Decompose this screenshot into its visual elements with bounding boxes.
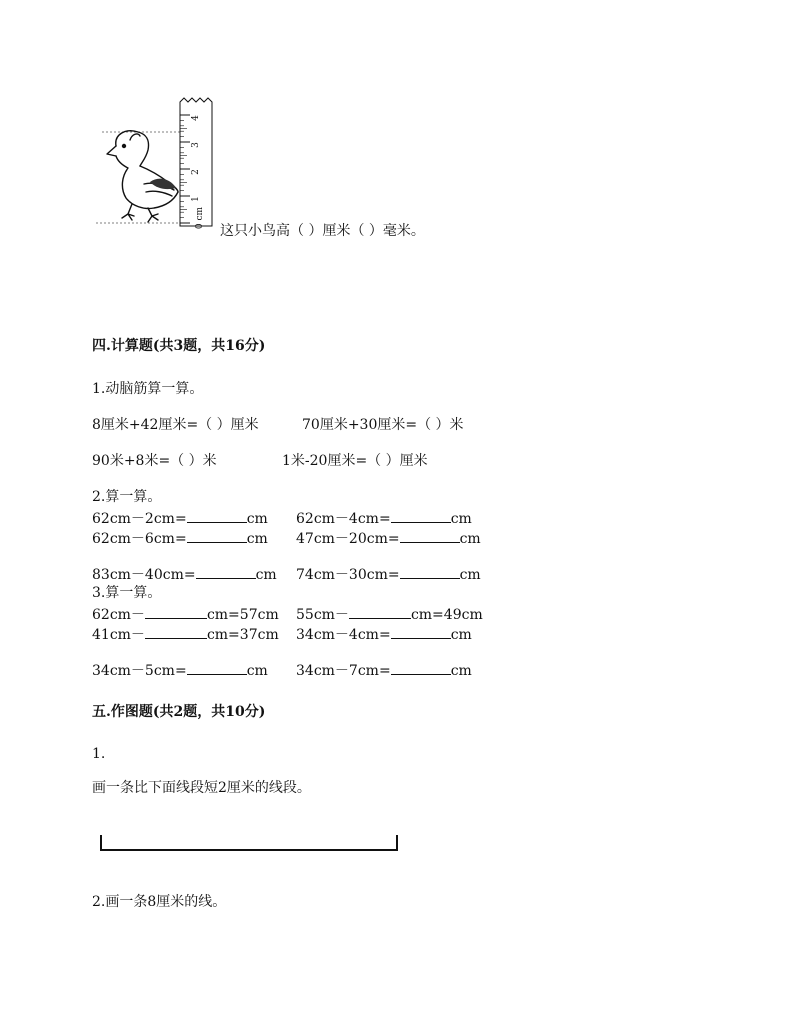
- section5-q1-text: 画一条比下面线段短2厘米的线段。: [92, 780, 311, 796]
- q2-item-6-unit: cm: [459, 567, 481, 583]
- q2-item-2-unit: cm: [450, 511, 472, 527]
- bird-wing: [150, 179, 176, 189]
- ruler-label-4: 4: [191, 115, 201, 121]
- answer-blank[interactable]: [196, 566, 256, 579]
- q1-row2-right: 1米-20厘米=（ ）厘米: [282, 453, 428, 469]
- q1-row2-left: 90米+8米=（ ）米: [92, 453, 217, 469]
- answer-blank[interactable]: [187, 530, 247, 543]
- answer-blank[interactable]: [391, 662, 451, 675]
- q3-item-5: [92, 662, 268, 680]
- section4-title: 四.计算题(共3题，共16分): [92, 338, 266, 354]
- q2-item-4-expression: 47cm－20cm=: [296, 531, 400, 547]
- q1-row1-right: 70厘米+30厘米=（ ）米: [302, 417, 464, 433]
- q2-item-6-expression: 74cm－30cm=: [296, 567, 400, 583]
- answer-blank[interactable]: [391, 626, 451, 639]
- ruler-label-0cm: 0 cm: [195, 206, 205, 230]
- answer-blank[interactable]: [187, 510, 247, 523]
- q2-item-3-expression: 62cm－6cm=: [92, 531, 187, 547]
- q2-item-5-unit: cm: [255, 567, 277, 583]
- q3-item-3: [92, 626, 279, 644]
- bird-question-text: 这只小鸟高（ ）厘米（ ）毫米。: [220, 223, 425, 239]
- answer-blank[interactable]: [391, 510, 451, 523]
- q2-item-3: [92, 530, 268, 548]
- q3-item-5-unit: cm: [246, 663, 268, 679]
- q2-item-1-expression: 62cm－2cm=: [92, 511, 187, 527]
- q3-item-1-result: cm=57cm: [206, 607, 279, 623]
- bird-ruler-illustration: [94, 96, 219, 232]
- q3-item-3-expression: 41cm－: [92, 627, 145, 643]
- q3-item-1: [92, 606, 279, 624]
- q3-item-2-expression: 55cm－: [296, 607, 349, 623]
- q3-item-2-result: cm=49cm: [410, 607, 483, 623]
- q2-item-5: [92, 566, 277, 584]
- q3-item-6-expression: 34cm－7cm=: [296, 663, 391, 679]
- q2-item-2-expression: 62cm－4cm=: [296, 511, 391, 527]
- q2-item-1-unit: cm: [246, 511, 268, 527]
- q2-item-4: [296, 530, 481, 548]
- answer-blank[interactable]: [145, 626, 207, 639]
- section5-title: 五.作图题(共2题，共10分): [92, 704, 266, 720]
- q2-item-5-expression: 83cm－40cm=: [92, 567, 196, 583]
- q3-item-4-expression: 34cm－4cm=: [296, 627, 391, 643]
- q3-item-5-expression: 34cm－5cm=: [92, 663, 187, 679]
- ruler-label-3: 3: [191, 142, 201, 148]
- section4-q3-title: 3.算一算。: [92, 585, 162, 601]
- bird-eye: [122, 144, 126, 148]
- answer-blank[interactable]: [187, 662, 247, 675]
- bird-drawing: [107, 131, 178, 222]
- q3-item-6-unit: cm: [450, 663, 472, 679]
- section5-q1-number: 1.: [92, 746, 106, 762]
- q3-item-4-unit: cm: [450, 627, 472, 643]
- reference-line-segment: [100, 835, 402, 853]
- q3-item-4: [296, 626, 472, 644]
- q3-item-2: [296, 606, 483, 624]
- section4-q2-title: 2.算一算。: [92, 489, 162, 505]
- q3-item-1-expression: 62cm－: [92, 607, 145, 623]
- q2-item-3-unit: cm: [246, 531, 268, 547]
- section5-q2-text: 2.画一条8厘米的线。: [92, 894, 227, 910]
- answer-blank[interactable]: [349, 606, 411, 619]
- section4-q1-title: 1.动脑筋算一算。: [92, 381, 204, 397]
- answer-blank[interactable]: [400, 530, 460, 543]
- ruler-label-2: 2: [191, 169, 201, 175]
- answer-blank[interactable]: [145, 606, 207, 619]
- q3-item-6: [296, 662, 472, 680]
- q3-item-3-result: cm=37cm: [206, 627, 279, 643]
- ruler-label-1: 1: [191, 196, 201, 202]
- q1-row1-left: 8厘米+42厘米=（ ）厘米: [92, 417, 259, 433]
- q2-item-1: [92, 510, 268, 528]
- q2-item-6: [296, 566, 481, 584]
- answer-blank[interactable]: [400, 566, 460, 579]
- q2-item-2: [296, 510, 472, 528]
- q2-item-4-unit: cm: [459, 531, 481, 547]
